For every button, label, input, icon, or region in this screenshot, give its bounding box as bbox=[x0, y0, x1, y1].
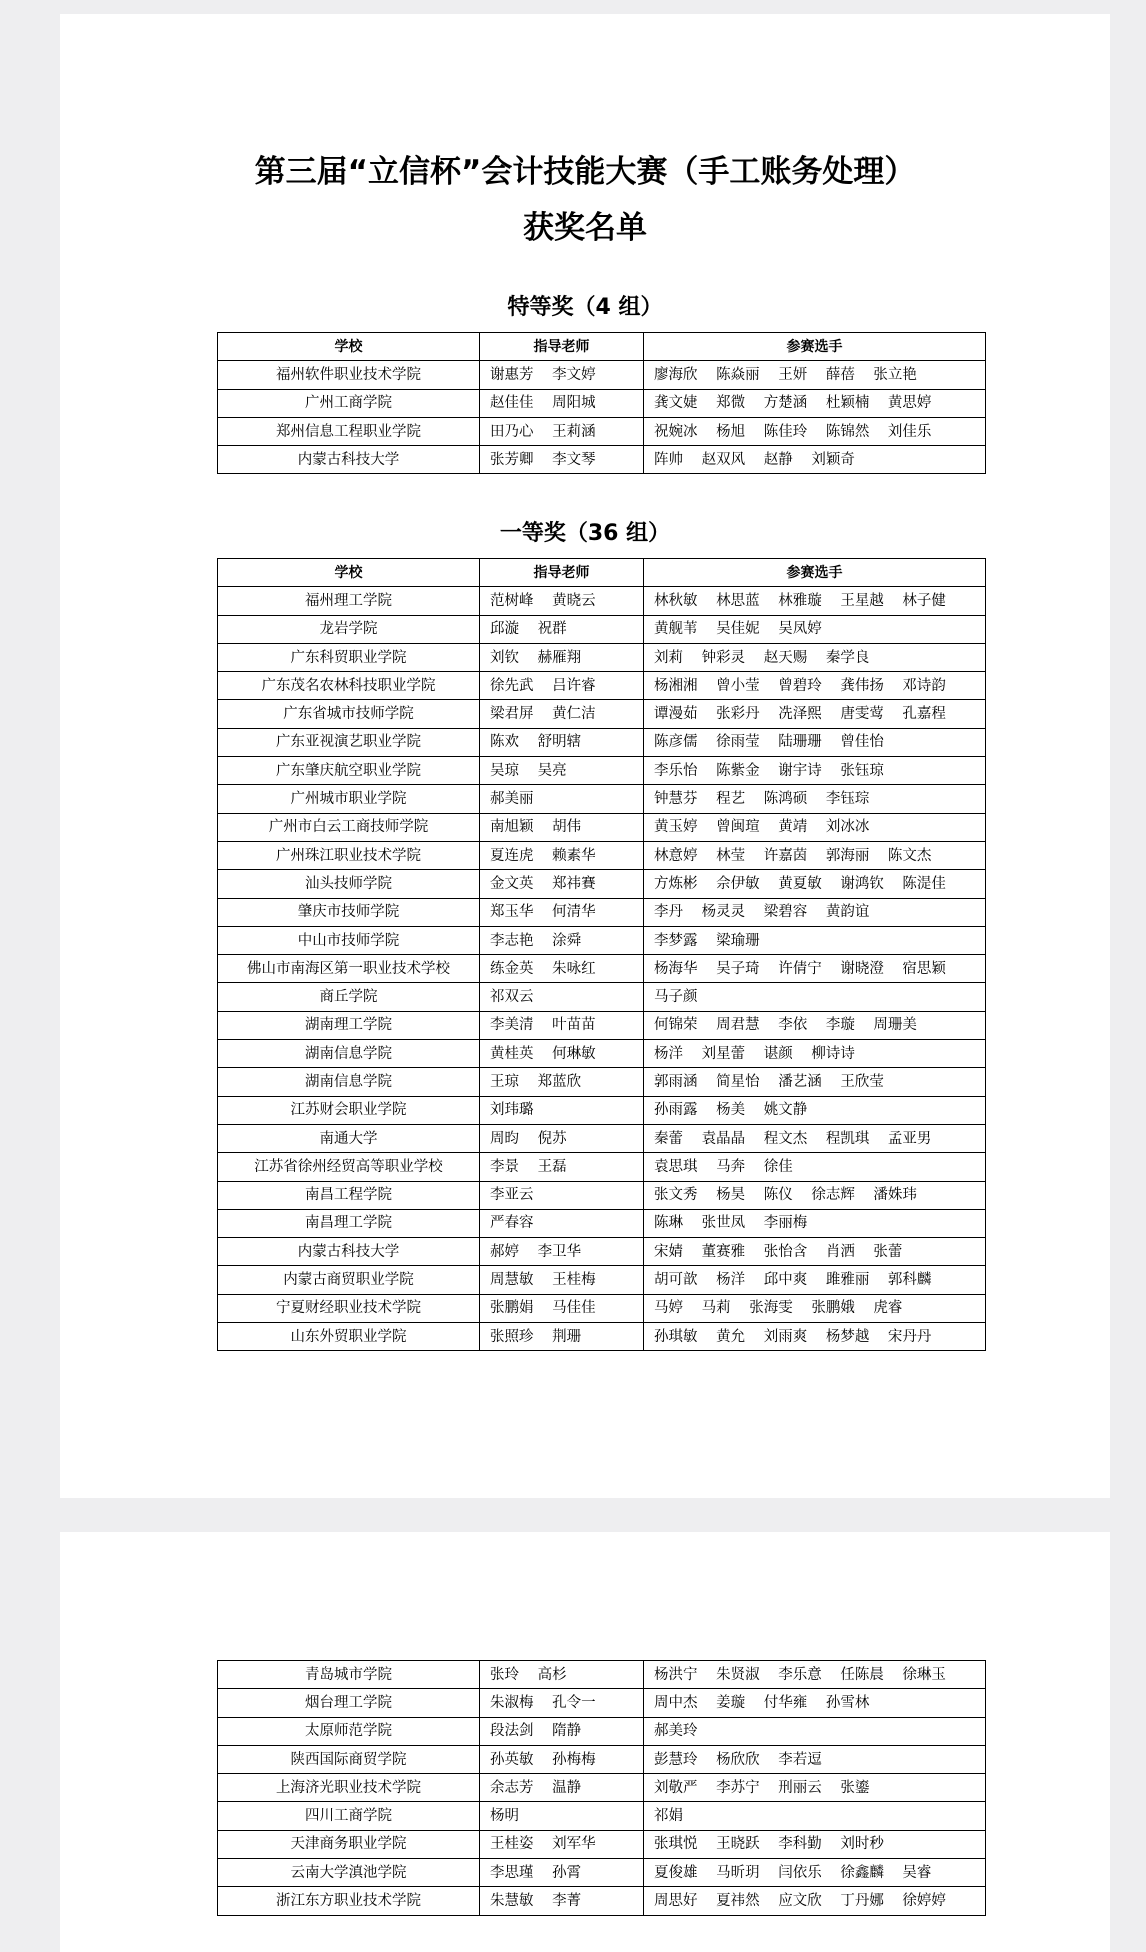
table-row bbox=[218, 1153, 986, 1181]
teacher-cell: 杨明 bbox=[480, 1802, 644, 1830]
first-award-table bbox=[217, 558, 986, 1351]
school-cell: 广州市白云工商技师学院 bbox=[218, 813, 480, 841]
school-cell: 湖南信息学院 bbox=[218, 1068, 480, 1096]
players-cell: 李梦露 梁瑜珊 bbox=[644, 926, 986, 954]
players-cell: 郝美玲 bbox=[644, 1717, 986, 1745]
table-row bbox=[218, 643, 986, 671]
school-cell: 佛山市南海区第一职业技术学校 bbox=[218, 955, 480, 983]
table-row bbox=[218, 841, 986, 869]
school-cell: 福州理工学院 bbox=[218, 587, 480, 615]
teacher-cell: 谢惠芳 李文婷 bbox=[480, 361, 644, 389]
table-row bbox=[218, 1887, 986, 1915]
teacher-cell: 田乃心 王莉涵 bbox=[480, 417, 644, 445]
players-cell: 李乐怡 陈紫金 谢宇诗 张钰琼 bbox=[644, 757, 986, 785]
special-award-heading: 特等奖（4 组） bbox=[507, 295, 663, 320]
table-row bbox=[218, 1830, 986, 1858]
teacher-cell: 孙英敏 孙梅梅 bbox=[480, 1745, 644, 1773]
teacher-cell: 邱漩 祝群 bbox=[480, 615, 644, 643]
teacher-cell: 王桂姿 刘军华 bbox=[480, 1830, 644, 1858]
table-row bbox=[218, 1802, 986, 1830]
first-award-heading: 一等奖（36 组） bbox=[499, 521, 671, 546]
header-teacher: 指导老师 bbox=[480, 559, 644, 587]
players-cell: 孙雨露 杨美 姚文静 bbox=[644, 1096, 986, 1124]
teacher-cell: 金文英 郑祎賽 bbox=[480, 870, 644, 898]
players-cell: 刘莉 钟彩灵 赵天赐 秦学良 bbox=[644, 643, 986, 671]
table-row bbox=[218, 1181, 986, 1209]
teacher-cell: 李美清 叶苗苗 bbox=[480, 1011, 644, 1039]
table-row bbox=[218, 926, 986, 954]
teacher-cell: 郝婷 李卫华 bbox=[480, 1238, 644, 1266]
school-cell: 内蒙古商贸职业学院 bbox=[218, 1266, 480, 1294]
school-cell: 广州城市职业学院 bbox=[218, 785, 480, 813]
teacher-cell: 练金英 朱咏红 bbox=[480, 955, 644, 983]
school-cell: 烟台理工学院 bbox=[218, 1689, 480, 1717]
school-cell: 湖南信息学院 bbox=[218, 1040, 480, 1068]
school-cell: 浙江东方职业技术学院 bbox=[218, 1887, 480, 1915]
players-cell: 陈琳 张世凤 李丽梅 bbox=[644, 1209, 986, 1237]
table-row bbox=[218, 757, 986, 785]
table-row bbox=[218, 1859, 986, 1887]
players-cell: 张琪悦 王晓跃 李科勤 刘时秒 bbox=[644, 1830, 986, 1858]
teacher-cell: 陈欢 舒明辖 bbox=[480, 728, 644, 756]
teacher-cell: 祁双云 bbox=[480, 983, 644, 1011]
table-row bbox=[218, 587, 986, 615]
school-cell: 广州工商学院 bbox=[218, 389, 480, 417]
table-row bbox=[218, 1096, 986, 1124]
teacher-cell: 郝美丽 bbox=[480, 785, 644, 813]
school-cell: 宁夏财经职业技术学院 bbox=[218, 1294, 480, 1322]
teacher-cell: 梁君屏 黄仁洁 bbox=[480, 700, 644, 728]
players-cell: 阵帅 赵双风 赵静 刘颖奇 bbox=[644, 446, 986, 474]
players-cell: 马婷 马莉 张海雯 张鹏娥 虎睿 bbox=[644, 1294, 986, 1322]
teacher-cell: 李景 王磊 bbox=[480, 1153, 644, 1181]
players-cell: 谭漫茹 张彩丹 冼泽熙 唐雯莺 孔嘉程 bbox=[644, 700, 986, 728]
players-cell: 廖海欣 陈焱丽 王妍 薛蓓 张立艳 bbox=[644, 361, 986, 389]
table-row bbox=[218, 1011, 986, 1039]
table-header-row bbox=[218, 333, 986, 361]
school-cell: 广东肇庆航空职业学院 bbox=[218, 757, 480, 785]
table-row bbox=[218, 1124, 986, 1152]
table-row bbox=[218, 1323, 986, 1351]
players-cell: 张文秀 杨昊 陈仪 徐志辉 潘姝玮 bbox=[644, 1181, 986, 1209]
school-cell: 南昌工程学院 bbox=[218, 1181, 480, 1209]
school-cell: 上海济光职业技术学院 bbox=[218, 1774, 480, 1802]
school-cell: 南通大学 bbox=[218, 1124, 480, 1152]
school-cell: 肇庆市技师学院 bbox=[218, 898, 480, 926]
players-cell: 周中杰 姜璇 付华雍 孙雪林 bbox=[644, 1689, 986, 1717]
players-cell: 周思好 夏祎然 应文欣 丁丹娜 徐婷婷 bbox=[644, 1887, 986, 1915]
school-cell: 南昌理工学院 bbox=[218, 1209, 480, 1237]
players-cell: 刘敬严 李苏宁 刑丽云 张鎏 bbox=[644, 1774, 986, 1802]
table-header-row bbox=[218, 559, 986, 587]
players-cell: 林意婷 林莹 许嘉茵 郭海丽 陈文杰 bbox=[644, 841, 986, 869]
table-row bbox=[218, 785, 986, 813]
teacher-cell: 张鹏娟 马佳佳 bbox=[480, 1294, 644, 1322]
school-cell: 天津商务职业学院 bbox=[218, 1830, 480, 1858]
school-cell: 湖南理工学院 bbox=[218, 1011, 480, 1039]
players-cell: 杨湘湘 曾小莹 曾碧玲 龚伟扬 邓诗韵 bbox=[644, 672, 986, 700]
table-row bbox=[218, 361, 986, 389]
teacher-cell: 范树峰 黄晓云 bbox=[480, 587, 644, 615]
school-cell: 山东外贸职业学院 bbox=[218, 1323, 480, 1351]
teacher-cell: 徐先武 吕许睿 bbox=[480, 672, 644, 700]
school-cell: 广东科贸职业学院 bbox=[218, 643, 480, 671]
school-cell: 四川工商学院 bbox=[218, 1802, 480, 1830]
players-cell: 何锦荣 周君慧 李依 李璇 周珊美 bbox=[644, 1011, 986, 1039]
document-subtitle: 获奖名单 bbox=[523, 210, 647, 246]
table-row bbox=[218, 1774, 986, 1802]
header-school: 学校 bbox=[218, 333, 480, 361]
table-row bbox=[218, 1661, 986, 1689]
players-cell: 李丹 杨灵灵 梁碧容 黄韵谊 bbox=[644, 898, 986, 926]
players-cell: 马子颜 bbox=[644, 983, 986, 1011]
table-row bbox=[218, 870, 986, 898]
teacher-cell: 南旭颖 胡伟 bbox=[480, 813, 644, 841]
school-cell: 商丘学院 bbox=[218, 983, 480, 1011]
teacher-cell: 张照珍 荆珊 bbox=[480, 1323, 644, 1351]
players-cell: 杨海华 吴子琦 许倩宁 谢晓澄 宿思颖 bbox=[644, 955, 986, 983]
table-row bbox=[218, 1040, 986, 1068]
school-cell: 江苏财会职业学院 bbox=[218, 1096, 480, 1124]
teacher-cell: 周昀 倪苏 bbox=[480, 1124, 644, 1152]
school-cell: 广东省城市技师学院 bbox=[218, 700, 480, 728]
school-cell: 云南大学滇池学院 bbox=[218, 1859, 480, 1887]
school-cell: 中山市技师学院 bbox=[218, 926, 480, 954]
table-row bbox=[218, 389, 986, 417]
table-row bbox=[218, 728, 986, 756]
school-cell: 龙岩学院 bbox=[218, 615, 480, 643]
document-page-1 bbox=[60, 14, 1110, 1498]
players-cell: 夏俊雄 马昕玥 闫依乐 徐鑫麟 吴睿 bbox=[644, 1859, 986, 1887]
document-title: 第三届“立信杯”会计技能大赛（手工账务处理） bbox=[254, 154, 916, 190]
first-award-table-continued bbox=[217, 1660, 986, 1916]
teacher-cell: 刘玮璐 bbox=[480, 1096, 644, 1124]
table-row bbox=[218, 417, 986, 445]
teacher-cell: 郑玉华 何清华 bbox=[480, 898, 644, 926]
teacher-cell: 刘钦 赫雁翔 bbox=[480, 643, 644, 671]
header-players: 参赛选手 bbox=[644, 333, 986, 361]
players-cell: 龚文婕 郑微 方楚涵 杜颖楠 黄思婷 bbox=[644, 389, 986, 417]
school-cell: 江苏省徐州经贸高等职业学校 bbox=[218, 1153, 480, 1181]
table-row bbox=[218, 1294, 986, 1322]
teacher-cell: 黄桂英 何琳敏 bbox=[480, 1040, 644, 1068]
school-cell: 广东茂名农林科技职业学院 bbox=[218, 672, 480, 700]
document-page-2 bbox=[60, 1532, 1110, 1952]
teacher-cell: 严春容 bbox=[480, 1209, 644, 1237]
school-cell: 青岛城市学院 bbox=[218, 1661, 480, 1689]
players-cell: 祝婉冰 杨旭 陈佳玲 陈锦然 刘佳乐 bbox=[644, 417, 986, 445]
special-award-table bbox=[217, 332, 986, 474]
table-row bbox=[218, 1068, 986, 1096]
table-row bbox=[218, 1209, 986, 1237]
teacher-cell: 王琼 郑蓝欣 bbox=[480, 1068, 644, 1096]
players-cell: 秦蕾 袁晶晶 程文杰 程凯琪 孟亚男 bbox=[644, 1124, 986, 1152]
table-row bbox=[218, 955, 986, 983]
teacher-cell: 余志芳 温静 bbox=[480, 1774, 644, 1802]
players-cell: 胡可歆 杨洋 邱中爽 雎雅丽 郭科麟 bbox=[644, 1266, 986, 1294]
players-cell: 孙琪敏 黄允 刘雨爽 杨梦越 宋丹丹 bbox=[644, 1323, 986, 1351]
school-cell: 太原师范学院 bbox=[218, 1717, 480, 1745]
school-cell: 福州软件职业技术学院 bbox=[218, 361, 480, 389]
table-row bbox=[218, 1689, 986, 1717]
players-cell: 陈彦儒 徐雨莹 陆珊珊 曾佳怡 bbox=[644, 728, 986, 756]
players-cell: 钟慧芬 程艺 陈鸿硕 李钰琮 bbox=[644, 785, 986, 813]
teacher-cell: 张玲 高杉 bbox=[480, 1661, 644, 1689]
players-cell: 袁思琪 马奔 徐佳 bbox=[644, 1153, 986, 1181]
table-row bbox=[218, 983, 986, 1011]
teacher-cell: 段法剑 隋静 bbox=[480, 1717, 644, 1745]
players-cell: 方炼彬 佘伊敏 黄夏敏 谢鸿钦 陈湜佳 bbox=[644, 870, 986, 898]
teacher-cell: 吴琼 吴亮 bbox=[480, 757, 644, 785]
players-cell: 林秋敏 林思蓝 林雅璇 王星越 林子健 bbox=[644, 587, 986, 615]
teacher-cell: 夏连虎 赖素华 bbox=[480, 841, 644, 869]
teacher-cell: 张芳卿 李文琴 bbox=[480, 446, 644, 474]
players-cell: 黄玉婷 曾闽瑄 黄靖 刘冰冰 bbox=[644, 813, 986, 841]
school-cell: 广州珠江职业技术学院 bbox=[218, 841, 480, 869]
school-cell: 内蒙古科技大学 bbox=[218, 446, 480, 474]
teacher-cell: 李亚云 bbox=[480, 1181, 644, 1209]
table-row bbox=[218, 1745, 986, 1773]
teacher-cell: 周慧敏 王桂梅 bbox=[480, 1266, 644, 1294]
table-row bbox=[218, 1266, 986, 1294]
table-row bbox=[218, 1238, 986, 1266]
players-cell: 郭雨涵 简星怡 潘艺涵 王欣莹 bbox=[644, 1068, 986, 1096]
players-cell: 宋婧 董赛雅 张怡含 肖洒 张蕾 bbox=[644, 1238, 986, 1266]
header-teacher: 指导老师 bbox=[480, 333, 644, 361]
table-row bbox=[218, 446, 986, 474]
teacher-cell: 赵佳佳 周阳城 bbox=[480, 389, 644, 417]
header-players: 参赛选手 bbox=[644, 559, 986, 587]
school-cell: 内蒙古科技大学 bbox=[218, 1238, 480, 1266]
table-row bbox=[218, 1717, 986, 1745]
table-row bbox=[218, 813, 986, 841]
header-school: 学校 bbox=[218, 559, 480, 587]
school-cell: 陕西国际商贸学院 bbox=[218, 1745, 480, 1773]
teacher-cell: 朱慧敏 李菁 bbox=[480, 1887, 644, 1915]
table-row bbox=[218, 898, 986, 926]
teacher-cell: 李志艳 涂舜 bbox=[480, 926, 644, 954]
players-cell: 彭慧玲 杨欣欣 李若逗 bbox=[644, 1745, 986, 1773]
players-cell: 祁娟 bbox=[644, 1802, 986, 1830]
players-cell: 黄舰苇 吴佳妮 吴凤婷 bbox=[644, 615, 986, 643]
players-cell: 杨洪宁 朱贤淑 李乐意 任陈晨 徐琳玉 bbox=[644, 1661, 986, 1689]
teacher-cell: 李思瑾 孙霄 bbox=[480, 1859, 644, 1887]
school-cell: 郑州信息工程职业学院 bbox=[218, 417, 480, 445]
table-row bbox=[218, 615, 986, 643]
table-row bbox=[218, 700, 986, 728]
teacher-cell: 朱淑梅 孔令一 bbox=[480, 1689, 644, 1717]
players-cell: 杨洋 刘星蕾 谌颜 柳诗诗 bbox=[644, 1040, 986, 1068]
school-cell: 汕头技师学院 bbox=[218, 870, 480, 898]
table-row bbox=[218, 672, 986, 700]
school-cell: 广东亚视演艺职业学院 bbox=[218, 728, 480, 756]
